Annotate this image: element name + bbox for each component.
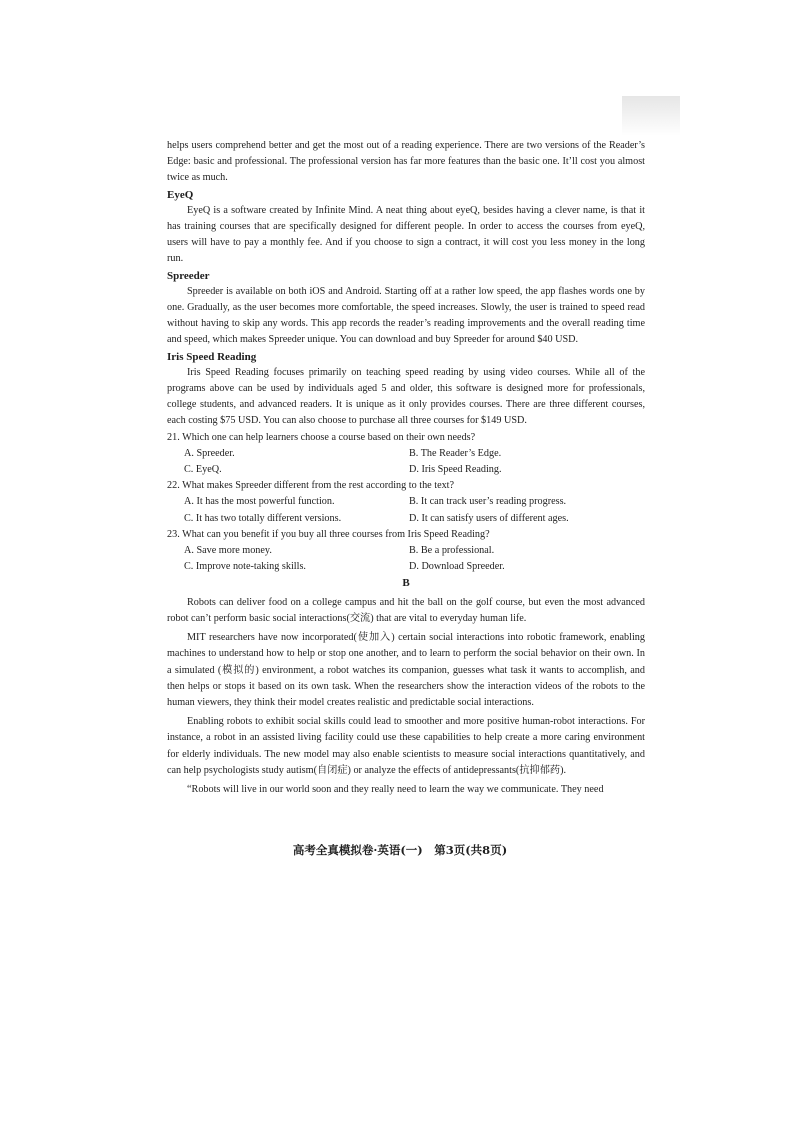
question-stem: 22. What makes Spreeder different from the rest according to the text? xyxy=(167,480,455,492)
option-c: C. Improve note-taking skills. xyxy=(184,561,306,573)
app-heading-spreeder: Spreeder xyxy=(167,269,210,282)
app-text-iris: Iris Speed Reading focuses primarily on teaching speed reading by using video courses. While all of the programs above can be used by individuals aged 5 and older, this software is designed more for professionals, college students, and advanced readers. It is unique as it only provides courses. There are three different courses, each costing $75 USD. You can also choose to purchase all three courses for $149 USD. xyxy=(167,366,645,427)
intro-paragraph: helps users comprehend better and get the most out of a reading experience. There are two versions of the Reader’s Edge: basic and professional. The professional version has far more features than the basic one. It’ll cost you almost twice as much. xyxy=(167,140,645,184)
question-stem: 21. Which one can help learners choose a course based on their own needs? xyxy=(167,431,476,443)
option-a: A. Save more money. xyxy=(184,545,272,557)
option-b: B. Be a professional. xyxy=(409,545,495,557)
question-21 xyxy=(167,430,645,479)
option-b: B. The Reader’s Edge. xyxy=(409,447,502,459)
app-heading-eyeq: EyeQ xyxy=(167,188,194,201)
passage-b-paragraph-2: MIT researchers have now incorporated(使加入) certain social interactions into robotic framework, enabling machines to understand how to help or stop one another, and to learn to perform the social behavior on their own. In a simulated (模拟的) environment, a robot watches its companion, guesses what task it wants to accomplish, and then helps or stops it based on its own task. When the researchers show the interaction videos of the robots to the human viewers, they think their model creates realistic and predictable social interactions. xyxy=(167,632,645,708)
exam-page xyxy=(167,138,645,798)
option-a: A. Spreeder. xyxy=(184,447,235,459)
option-b: B. It can track user’s reading progress. xyxy=(409,496,567,508)
option-d: D. Download Spreeder. xyxy=(409,561,505,573)
passage-b-paragraph-4: “Robots will live in our world soon and they really need to learn the way we communicate. They need xyxy=(187,783,604,795)
passage-b-paragraph-3: Enabling robots to exhibit social skills could lead to smoother and more positive human-robot interactions. For instance, a robot in an assisted living facility could use these capabilities to help create a more caring environment for elderly individuals. The new model may also enable scientists to measure social interactions quantitatively, and can help psychologists study autism(自闭症) or analyze the effects of antidepressants(抗抑郁药). xyxy=(167,716,645,776)
section-b-label: B xyxy=(402,577,410,590)
app-heading-iris: Iris Speed Reading xyxy=(167,350,257,363)
option-c: C. It has two totally different versions. xyxy=(184,512,342,524)
passage-b-paragraph-1: Robots can deliver food on a college campus and hit the ball on the golf course, but even the most advanced robot can’t perform basic social interactions(交流) that are vital to everyday human life. xyxy=(167,596,645,624)
option-c: C. EyeQ. xyxy=(184,464,222,476)
page-footer: 高考全真模拟卷·英语(一) 第3页(共8页) xyxy=(292,843,508,857)
question-stem: 23. What can you benefit if you buy all three courses from Iris Speed Reading? xyxy=(167,528,490,540)
option-a: A. It has the most powerful function. xyxy=(184,496,335,508)
question-23 xyxy=(167,527,645,576)
app-text-spreeder: Spreeder is available on both iOS and Android. Starting off at a rather low speed, the app flashes words one by one. Gradually, as the user becomes more comfortable, the speed increases. Slowly, the user is trained to speed read without having to skip any words. This app records the reader’s reading improvements and the overall reading time and speed, which makes Spreeder unique. You can download and buy Spreeder for around $40 USD. xyxy=(167,285,645,346)
option-d: D. Iris Speed Reading. xyxy=(409,464,502,476)
scan-shadow xyxy=(622,96,680,136)
question-22 xyxy=(167,478,645,527)
app-text-eyeq: EyeQ is a software created by Infinite Mind. A neat thing about eyeQ, besides having a clever name, is that it has training courses that are specifically designed for different people. In order to access the courses from eyeQ, users will have to pay a monthly fee. And if you choose to sign a contract, it will cost you less money in the long run. xyxy=(167,204,645,265)
option-d: D. It can satisfy users of different ages. xyxy=(409,512,569,524)
